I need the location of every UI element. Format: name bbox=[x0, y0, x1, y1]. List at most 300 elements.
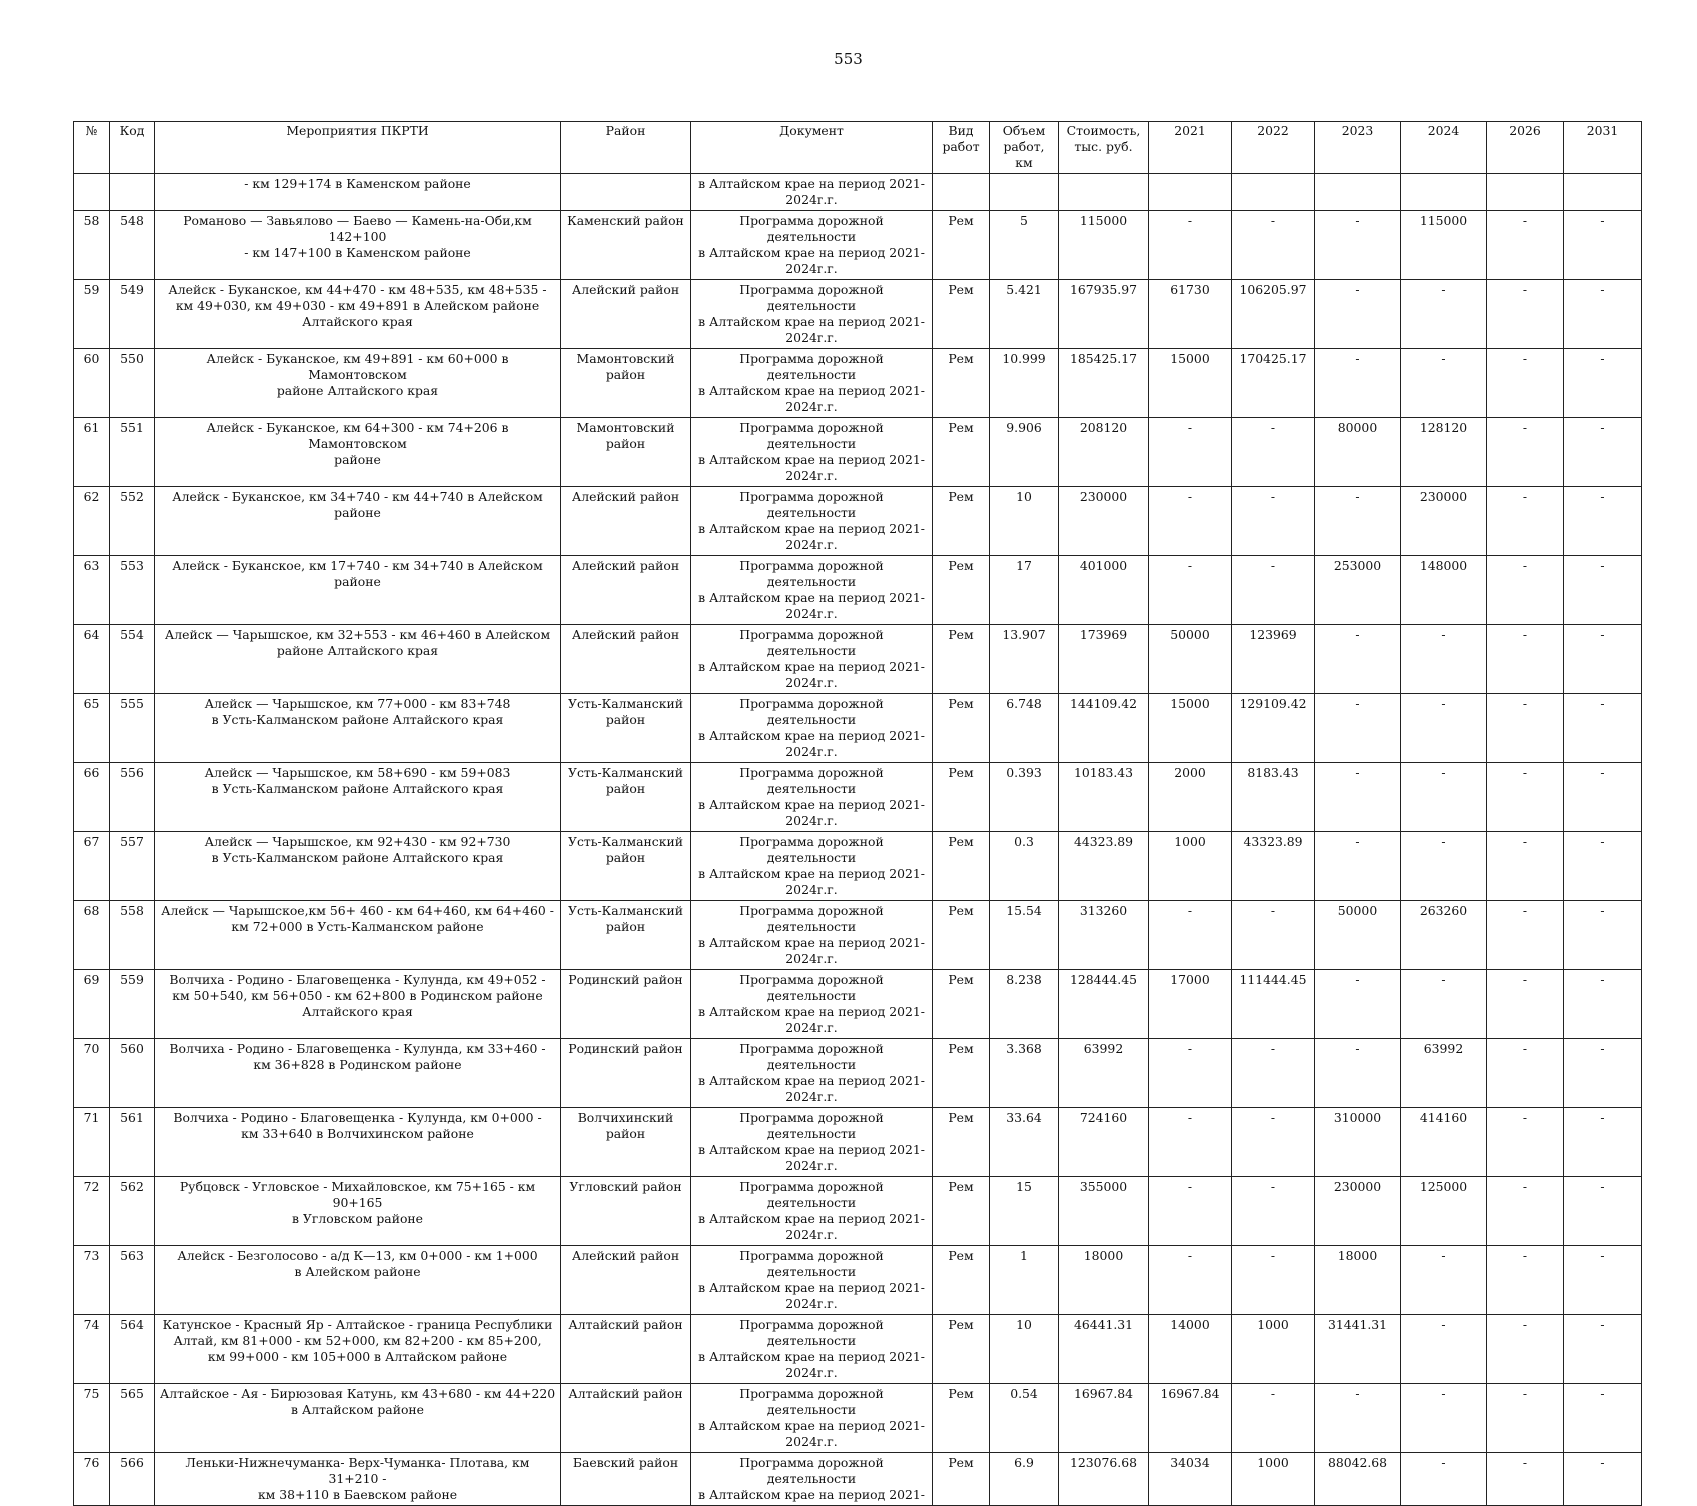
header-district: Район bbox=[561, 122, 691, 174]
row-measure: Волчиха - Родино - Благовещенка - Кулунда, км 33+460 - км 36+828 в Родинском районе bbox=[155, 1039, 561, 1108]
row-number: 73 bbox=[74, 1246, 110, 1315]
row-measure: Алейск — Чарышское, км 32+553 - км 46+460 в Алейском районе Алтайского края bbox=[155, 625, 561, 694]
row-2031: - bbox=[1564, 901, 1642, 970]
row-measure: Рубцовск - Угловское - Михайловское, км 75+165 - км 90+165 в Угловском районе bbox=[155, 1177, 561, 1246]
row-2024: - bbox=[1401, 832, 1487, 901]
row-2022: 1000 bbox=[1232, 1453, 1315, 1506]
row-work-type: Рем bbox=[933, 349, 990, 418]
table-row bbox=[74, 970, 1642, 1039]
row-district: Алейский район bbox=[561, 556, 691, 625]
header-row bbox=[74, 122, 1642, 174]
row-2024: 263260 bbox=[1401, 901, 1487, 970]
row-2031: - bbox=[1564, 694, 1642, 763]
row-code: 550 bbox=[110, 349, 155, 418]
row-measure: Алтайское - Ая - Бирюзовая Катунь, км 43+680 - км 44+220 в Алтайском районе bbox=[155, 1384, 561, 1453]
header-2031: 2031 bbox=[1564, 122, 1642, 174]
row-measure: Алейск - Буканское, км 44+470 - км 48+535, км 48+535 - км 49+030, км 49+030 - км 49+891 в Алейском районе Алтайского края bbox=[155, 280, 561, 349]
row-2031: - bbox=[1564, 280, 1642, 349]
row-work-type: Рем bbox=[933, 211, 990, 280]
row-code: 553 bbox=[110, 556, 155, 625]
row-2024: - bbox=[1401, 970, 1487, 1039]
row-2023: - bbox=[1315, 625, 1401, 694]
row-cost: 724160 bbox=[1059, 1108, 1149, 1177]
row-2024: - bbox=[1401, 1384, 1487, 1453]
row-2031: - bbox=[1564, 349, 1642, 418]
row-volume: 10 bbox=[990, 1315, 1059, 1384]
table-row bbox=[74, 1108, 1642, 1177]
row-2031: - bbox=[1564, 1177, 1642, 1246]
row-code: 555 bbox=[110, 694, 155, 763]
row-volume: 33.64 bbox=[990, 1108, 1059, 1177]
row-volume: 0.54 bbox=[990, 1384, 1059, 1453]
row-code: 554 bbox=[110, 625, 155, 694]
row-2022 bbox=[1232, 174, 1315, 211]
row-2026: - bbox=[1487, 487, 1564, 556]
row-number: 61 bbox=[74, 418, 110, 487]
row-2024: - bbox=[1401, 625, 1487, 694]
row-2022: - bbox=[1232, 1108, 1315, 1177]
row-code: 559 bbox=[110, 970, 155, 1039]
row-volume: 3.368 bbox=[990, 1039, 1059, 1108]
row-2031: - bbox=[1564, 1384, 1642, 1453]
row-cost: 167935.97 bbox=[1059, 280, 1149, 349]
row-2031: - bbox=[1564, 487, 1642, 556]
table-row bbox=[74, 280, 1642, 349]
row-district: Родинский район bbox=[561, 1039, 691, 1108]
row-measure: Волчиха - Родино - Благовещенка - Кулунда, км 49+052 - км 50+540, км 56+050 - км 62+800 в Родинском районе Алтайского края bbox=[155, 970, 561, 1039]
row-2023: - bbox=[1315, 1384, 1401, 1453]
row-2023: - bbox=[1315, 487, 1401, 556]
row-2024: - bbox=[1401, 1315, 1487, 1384]
table-row bbox=[74, 1039, 1642, 1108]
row-2022: - bbox=[1232, 1384, 1315, 1453]
row-2024: - bbox=[1401, 280, 1487, 349]
row-measure: Алейск — Чарышское, км 58+690 - км 59+083 в Усть-Калманском районе Алтайского края bbox=[155, 763, 561, 832]
row-work-type: Рем bbox=[933, 970, 990, 1039]
row-2026: - bbox=[1487, 625, 1564, 694]
row-2024: 125000 bbox=[1401, 1177, 1487, 1246]
row-2031: - bbox=[1564, 1315, 1642, 1384]
row-2022: 8183.43 bbox=[1232, 763, 1315, 832]
table-row bbox=[74, 694, 1642, 763]
row-number: 65 bbox=[74, 694, 110, 763]
row-2031: - bbox=[1564, 1453, 1642, 1506]
row-2023: - bbox=[1315, 763, 1401, 832]
table-row bbox=[74, 1384, 1642, 1453]
row-2024: 128120 bbox=[1401, 418, 1487, 487]
row-document: Программа дорожной деятельности в Алтайском крае на период 2021- 2024г.г. bbox=[691, 901, 933, 970]
row-2024: 63992 bbox=[1401, 1039, 1487, 1108]
row-2031: - bbox=[1564, 556, 1642, 625]
row-cost: 16967.84 bbox=[1059, 1384, 1149, 1453]
row-2026: - bbox=[1487, 832, 1564, 901]
row-district: Баевский район bbox=[561, 1453, 691, 1506]
row-2021: - bbox=[1149, 211, 1232, 280]
row-measure: Романово — Завьялово — Баево — Камень-на-Оби,км 142+100 - км 147+100 в Каменском районе bbox=[155, 211, 561, 280]
row-number: 68 bbox=[74, 901, 110, 970]
header-2024: 2024 bbox=[1401, 122, 1487, 174]
row-volume: 5.421 bbox=[990, 280, 1059, 349]
row-work-type: Рем bbox=[933, 1039, 990, 1108]
row-2026: - bbox=[1487, 1039, 1564, 1108]
row-2024: - bbox=[1401, 763, 1487, 832]
row-2021: - bbox=[1149, 1039, 1232, 1108]
row-2023: - bbox=[1315, 1039, 1401, 1108]
row-measure: Алейск - Безголосово - а/д К—13, км 0+000 - км 1+000 в Алейском районе bbox=[155, 1246, 561, 1315]
row-2031: - bbox=[1564, 1108, 1642, 1177]
row-2022: - bbox=[1232, 211, 1315, 280]
row-number: 66 bbox=[74, 763, 110, 832]
row-2023: - bbox=[1315, 970, 1401, 1039]
table-row bbox=[74, 174, 1642, 211]
row-2031: - bbox=[1564, 1039, 1642, 1108]
row-work-type: Рем bbox=[933, 1246, 990, 1315]
row-document: Программа дорожной деятельности в Алтайском крае на период 2021- 2024г.г. bbox=[691, 1246, 933, 1315]
row-2026: - bbox=[1487, 1108, 1564, 1177]
row-document: Программа дорожной деятельности в Алтайском крае на период 2021- 2024г.г. bbox=[691, 1039, 933, 1108]
row-district: Усть-Калманский район bbox=[561, 832, 691, 901]
row-document: Программа дорожной деятельности в Алтайском крае на период 2021- 2024г.г. bbox=[691, 1108, 933, 1177]
row-cost: 46441.31 bbox=[1059, 1315, 1149, 1384]
row-work-type: Рем bbox=[933, 280, 990, 349]
row-2021: - bbox=[1149, 556, 1232, 625]
row-measure: Алейск - Буканское, км 34+740 - км 44+740 в Алейском районе bbox=[155, 487, 561, 556]
row-volume: 15.54 bbox=[990, 901, 1059, 970]
row-code: 561 bbox=[110, 1108, 155, 1177]
row-2023: - bbox=[1315, 280, 1401, 349]
row-number: 60 bbox=[74, 349, 110, 418]
row-volume bbox=[990, 174, 1059, 211]
row-document: Программа дорожной деятельности в Алтайском крае на период 2021- 2024г.г. bbox=[691, 970, 933, 1039]
row-2021: 16967.84 bbox=[1149, 1384, 1232, 1453]
header-code: Код bbox=[110, 122, 155, 174]
row-district: Алейский район bbox=[561, 625, 691, 694]
row-measure: Леньки-Нижнечуманка- Верх-Чуманка- Плотава, км 31+210 - км 38+110 в Баевском районе bbox=[155, 1453, 561, 1506]
row-2022: 123969 bbox=[1232, 625, 1315, 694]
row-2021: 34034 bbox=[1149, 1453, 1232, 1506]
row-district: Родинский район bbox=[561, 970, 691, 1039]
row-document: Программа дорожной деятельности в Алтайском крае на период 2021- 2024г.г. bbox=[691, 487, 933, 556]
row-2026: - bbox=[1487, 970, 1564, 1039]
roadworks-table bbox=[73, 121, 1642, 1506]
row-volume: 15 bbox=[990, 1177, 1059, 1246]
row-2022: 129109.42 bbox=[1232, 694, 1315, 763]
row-code: 557 bbox=[110, 832, 155, 901]
row-2031: - bbox=[1564, 1246, 1642, 1315]
row-2023: 18000 bbox=[1315, 1246, 1401, 1315]
row-2024: - bbox=[1401, 1246, 1487, 1315]
row-2024 bbox=[1401, 174, 1487, 211]
row-2021 bbox=[1149, 174, 1232, 211]
row-2026: - bbox=[1487, 1177, 1564, 1246]
row-cost: 18000 bbox=[1059, 1246, 1149, 1315]
row-code: 564 bbox=[110, 1315, 155, 1384]
header-number: № bbox=[74, 122, 110, 174]
row-2022: - bbox=[1232, 1177, 1315, 1246]
row-volume: 10 bbox=[990, 487, 1059, 556]
row-2022: - bbox=[1232, 1039, 1315, 1108]
table-row bbox=[74, 1177, 1642, 1246]
row-2026 bbox=[1487, 174, 1564, 211]
row-volume: 17 bbox=[990, 556, 1059, 625]
row-2022: 1000 bbox=[1232, 1315, 1315, 1384]
row-2022: - bbox=[1232, 487, 1315, 556]
row-number: 64 bbox=[74, 625, 110, 694]
header-work-type: Вид работ bbox=[933, 122, 990, 174]
row-code: 566 bbox=[110, 1453, 155, 1506]
table-row bbox=[74, 832, 1642, 901]
row-2026: - bbox=[1487, 556, 1564, 625]
row-district: Угловский район bbox=[561, 1177, 691, 1246]
page-number: 553 bbox=[834, 50, 863, 68]
table-row bbox=[74, 349, 1642, 418]
row-number: 67 bbox=[74, 832, 110, 901]
row-volume: 0.393 bbox=[990, 763, 1059, 832]
row-work-type: Рем bbox=[933, 556, 990, 625]
row-2023: 50000 bbox=[1315, 901, 1401, 970]
table-row bbox=[74, 487, 1642, 556]
row-work-type: Рем bbox=[933, 1453, 990, 1506]
row-volume: 8.238 bbox=[990, 970, 1059, 1039]
header-2026: 2026 bbox=[1487, 122, 1564, 174]
row-2026: - bbox=[1487, 280, 1564, 349]
row-measure: Катунское - Красный Яр - Алтайское - граница Республики Алтай, км 81+000 - км 52+000, км 82+200 - км 85+200, км 99+000 - км 105+000 в Алтайском районе bbox=[155, 1315, 561, 1384]
row-district: Алтайский район bbox=[561, 1315, 691, 1384]
row-cost: 173969 bbox=[1059, 625, 1149, 694]
row-2023: 80000 bbox=[1315, 418, 1401, 487]
row-2021: - bbox=[1149, 418, 1232, 487]
row-volume: 9.906 bbox=[990, 418, 1059, 487]
row-2031: - bbox=[1564, 625, 1642, 694]
row-work-type: Рем bbox=[933, 694, 990, 763]
header-2022: 2022 bbox=[1232, 122, 1315, 174]
row-code: 556 bbox=[110, 763, 155, 832]
row-2026: - bbox=[1487, 349, 1564, 418]
row-2022: - bbox=[1232, 901, 1315, 970]
row-2024: - bbox=[1401, 1453, 1487, 1506]
row-district: Усть-Калманский район bbox=[561, 901, 691, 970]
row-volume: 10.999 bbox=[990, 349, 1059, 418]
row-district: Алейский район bbox=[561, 1246, 691, 1315]
table-header bbox=[74, 122, 1642, 174]
row-2026: - bbox=[1487, 694, 1564, 763]
row-number: 62 bbox=[74, 487, 110, 556]
row-2026: - bbox=[1487, 211, 1564, 280]
row-work-type: Рем bbox=[933, 1177, 990, 1246]
table-row bbox=[74, 211, 1642, 280]
table-row bbox=[74, 763, 1642, 832]
row-measure: Алейск - Буканское, км 64+300 - км 74+206 в Мамонтовском районе bbox=[155, 418, 561, 487]
row-volume: 0.3 bbox=[990, 832, 1059, 901]
row-2021: 50000 bbox=[1149, 625, 1232, 694]
row-work-type: Рем bbox=[933, 418, 990, 487]
row-2021: - bbox=[1149, 901, 1232, 970]
row-code: 552 bbox=[110, 487, 155, 556]
row-2026: - bbox=[1487, 1315, 1564, 1384]
row-document: Программа дорожной деятельности в Алтайском крае на период 2021- 2024г.г. bbox=[691, 1315, 933, 1384]
header-volume: Объем работ, км bbox=[990, 122, 1059, 174]
row-measure: - км 129+174 в Каменском районе bbox=[155, 174, 561, 211]
row-2031: - bbox=[1564, 418, 1642, 487]
row-number: 63 bbox=[74, 556, 110, 625]
row-work-type: Рем bbox=[933, 487, 990, 556]
row-2022: 111444.45 bbox=[1232, 970, 1315, 1039]
row-cost: 10183.43 bbox=[1059, 763, 1149, 832]
row-cost: 123076.68 bbox=[1059, 1453, 1149, 1506]
table-row bbox=[74, 1453, 1642, 1506]
row-cost: 63992 bbox=[1059, 1039, 1149, 1108]
header-2023: 2023 bbox=[1315, 122, 1401, 174]
row-code: 563 bbox=[110, 1246, 155, 1315]
row-number: 59 bbox=[74, 280, 110, 349]
row-2026: - bbox=[1487, 1453, 1564, 1506]
row-document: в Алтайском крае на период 2021- 2024г.г. bbox=[691, 174, 933, 211]
row-cost: 128444.45 bbox=[1059, 970, 1149, 1039]
row-cost: 144109.42 bbox=[1059, 694, 1149, 763]
row-code: 549 bbox=[110, 280, 155, 349]
row-cost: 185425.17 bbox=[1059, 349, 1149, 418]
row-document: Программа дорожной деятельности в Алтайском крае на период 2021- 2024г.г. bbox=[691, 556, 933, 625]
table-row bbox=[74, 556, 1642, 625]
row-2023: - bbox=[1315, 694, 1401, 763]
row-measure: Алейск - Буканское, км 49+891 - км 60+000 в Мамонтовском районе Алтайского края bbox=[155, 349, 561, 418]
row-code: 565 bbox=[110, 1384, 155, 1453]
row-cost: 313260 bbox=[1059, 901, 1149, 970]
row-2021: - bbox=[1149, 487, 1232, 556]
row-volume: 6.748 bbox=[990, 694, 1059, 763]
row-2023: - bbox=[1315, 832, 1401, 901]
row-2026: - bbox=[1487, 418, 1564, 487]
row-code: 560 bbox=[110, 1039, 155, 1108]
row-code: 562 bbox=[110, 1177, 155, 1246]
row-volume: 1 bbox=[990, 1246, 1059, 1315]
row-document: Программа дорожной деятельности в Алтайском крае на период 2021- bbox=[691, 1453, 933, 1506]
row-work-type: Рем bbox=[933, 625, 990, 694]
row-2024: 414160 bbox=[1401, 1108, 1487, 1177]
header-cost: Стоимость, тыс. руб. bbox=[1059, 122, 1149, 174]
row-document: Программа дорожной деятельности в Алтайском крае на период 2021- 2024г.г. bbox=[691, 1177, 933, 1246]
row-2024: 148000 bbox=[1401, 556, 1487, 625]
row-work-type bbox=[933, 174, 990, 211]
row-district: Алейский район bbox=[561, 487, 691, 556]
row-document: Программа дорожной деятельности в Алтайском крае на период 2021- 2024г.г. bbox=[691, 211, 933, 280]
row-cost bbox=[1059, 174, 1149, 211]
row-cost: 401000 bbox=[1059, 556, 1149, 625]
row-document: Программа дорожной деятельности в Алтайском крае на период 2021- 2024г.г. bbox=[691, 625, 933, 694]
row-2022: 43323.89 bbox=[1232, 832, 1315, 901]
row-2023: 253000 bbox=[1315, 556, 1401, 625]
table-row bbox=[74, 901, 1642, 970]
row-document: Программа дорожной деятельности в Алтайском крае на период 2021- 2024г.г. bbox=[691, 349, 933, 418]
row-2031: - bbox=[1564, 970, 1642, 1039]
row-volume: 13.907 bbox=[990, 625, 1059, 694]
row-work-type: Рем bbox=[933, 832, 990, 901]
row-measure: Алейск — Чарышское, км 77+000 - км 83+748 в Усть-Калманском районе Алтайского края bbox=[155, 694, 561, 763]
row-document: Программа дорожной деятельности в Алтайском крае на период 2021- 2024г.г. bbox=[691, 763, 933, 832]
row-2023 bbox=[1315, 174, 1401, 211]
table-body bbox=[74, 174, 1642, 1506]
row-2022: - bbox=[1232, 1246, 1315, 1315]
row-2031: - bbox=[1564, 832, 1642, 901]
row-2022: 170425.17 bbox=[1232, 349, 1315, 418]
row-2021: - bbox=[1149, 1246, 1232, 1315]
row-2023: 230000 bbox=[1315, 1177, 1401, 1246]
row-2021: 61730 bbox=[1149, 280, 1232, 349]
row-code: 551 bbox=[110, 418, 155, 487]
row-2031: - bbox=[1564, 211, 1642, 280]
row-2021: 1000 bbox=[1149, 832, 1232, 901]
table-row bbox=[74, 1315, 1642, 1384]
row-2031: - bbox=[1564, 763, 1642, 832]
row-2026: - bbox=[1487, 1246, 1564, 1315]
row-cost: 44323.89 bbox=[1059, 832, 1149, 901]
row-document: Программа дорожной деятельности в Алтайском крае на период 2021- 2024г.г. bbox=[691, 1384, 933, 1453]
row-district: Каменский район bbox=[561, 211, 691, 280]
row-district: Усть-Калманский район bbox=[561, 763, 691, 832]
row-measure: Алейск - Буканское, км 17+740 - км 34+740 в Алейском районе bbox=[155, 556, 561, 625]
header-document: Документ bbox=[691, 122, 933, 174]
row-2031 bbox=[1564, 174, 1642, 211]
row-2024: - bbox=[1401, 349, 1487, 418]
row-volume: 6.9 bbox=[990, 1453, 1059, 1506]
row-2024: - bbox=[1401, 694, 1487, 763]
row-district: Волчихинский район bbox=[561, 1108, 691, 1177]
row-document: Программа дорожной деятельности в Алтайском крае на период 2021- 2024г.г. bbox=[691, 280, 933, 349]
table-row bbox=[74, 625, 1642, 694]
row-work-type: Рем bbox=[933, 1384, 990, 1453]
row-2023: 310000 bbox=[1315, 1108, 1401, 1177]
row-number: 74 bbox=[74, 1315, 110, 1384]
row-cost: 115000 bbox=[1059, 211, 1149, 280]
row-2021: - bbox=[1149, 1177, 1232, 1246]
row-number: 72 bbox=[74, 1177, 110, 1246]
row-2026: - bbox=[1487, 901, 1564, 970]
row-number: 75 bbox=[74, 1384, 110, 1453]
row-number bbox=[74, 174, 110, 211]
row-district bbox=[561, 174, 691, 211]
row-work-type: Рем bbox=[933, 763, 990, 832]
row-district: Алтайский район bbox=[561, 1384, 691, 1453]
row-code: 548 bbox=[110, 211, 155, 280]
row-2024: 115000 bbox=[1401, 211, 1487, 280]
row-2022: - bbox=[1232, 418, 1315, 487]
row-2021: 2000 bbox=[1149, 763, 1232, 832]
row-2023: 88042.68 bbox=[1315, 1453, 1401, 1506]
row-2021: 15000 bbox=[1149, 349, 1232, 418]
row-volume: 5 bbox=[990, 211, 1059, 280]
row-work-type: Рем bbox=[933, 901, 990, 970]
row-number: 76 bbox=[74, 1453, 110, 1506]
row-code: 558 bbox=[110, 901, 155, 970]
row-2023: 31441.31 bbox=[1315, 1315, 1401, 1384]
row-2021: - bbox=[1149, 1108, 1232, 1177]
table-row bbox=[74, 1246, 1642, 1315]
row-2026: - bbox=[1487, 763, 1564, 832]
row-2021: 14000 bbox=[1149, 1315, 1232, 1384]
row-cost: 230000 bbox=[1059, 487, 1149, 556]
row-document: Программа дорожной деятельности в Алтайском крае на период 2021- 2024г.г. bbox=[691, 418, 933, 487]
row-number: 71 bbox=[74, 1108, 110, 1177]
row-2021: 15000 bbox=[1149, 694, 1232, 763]
row-measure: Волчиха - Родино - Благовещенка - Кулунда, км 0+000 - км 33+640 в Волчихинском районе bbox=[155, 1108, 561, 1177]
row-measure: Алейск — Чарышское, км 92+430 - км 92+730 в Усть-Калманском районе Алтайского края bbox=[155, 832, 561, 901]
row-district: Усть-Калманский район bbox=[561, 694, 691, 763]
row-2021: 17000 bbox=[1149, 970, 1232, 1039]
row-work-type: Рем bbox=[933, 1108, 990, 1177]
row-cost: 355000 bbox=[1059, 1177, 1149, 1246]
row-2026: - bbox=[1487, 1384, 1564, 1453]
row-district: Мамонтовский район bbox=[561, 349, 691, 418]
